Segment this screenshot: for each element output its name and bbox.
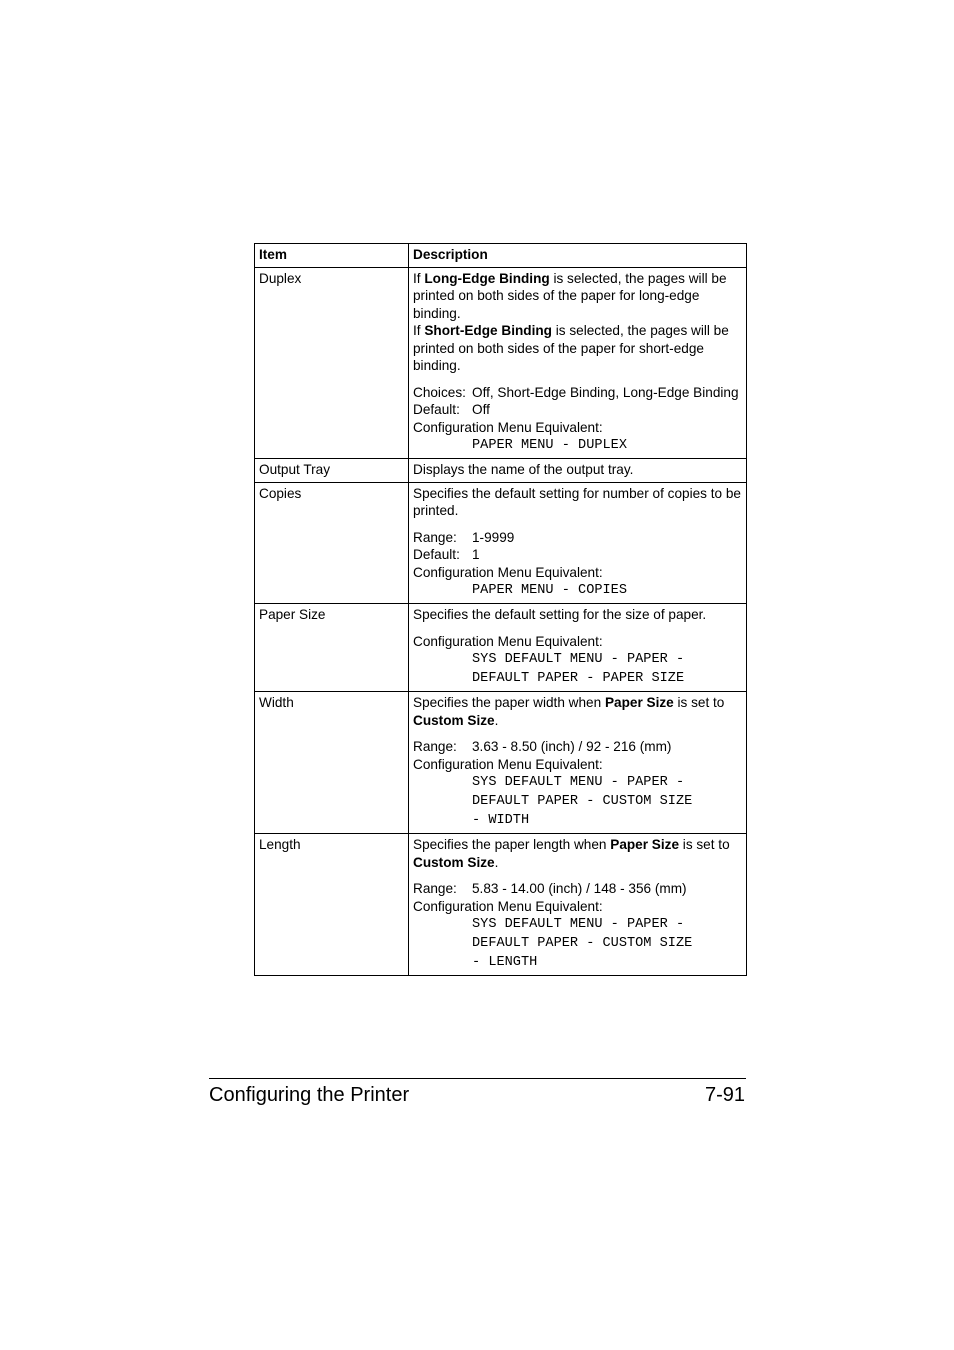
paper-size-config-label: Configuration Menu Equivalent: [413, 633, 603, 649]
duplex-long-edge-text: If Long-Edge Binding is selected, the pages will be printed on both sides of the paper for long-edge binding. [413, 270, 727, 321]
paper-size-config-line1: SYS DEFAULT MENU - PAPER - [472, 652, 685, 667]
item-copies: Copies [255, 482, 409, 604]
table-header-row [255, 244, 747, 268]
paper-size-description-text: Specifies the default setting for the size of paper. [413, 607, 707, 622]
duplex-short-edge-text: If Short-Edge Binding is selected, the pages will be printed on both sides of the paper for short-edge binding. [413, 323, 729, 373]
width-config-line2: DEFAULT PAPER - CUSTOM SIZE [472, 794, 693, 809]
settings-table [254, 243, 747, 976]
width-description-text: Specifies the paper width when Paper Size is set to Custom Size. [413, 695, 725, 728]
length-description-text: Specifies the paper length when Paper Size is set to Custom Size. [413, 837, 730, 870]
description-copies [409, 482, 747, 604]
copies-range: Range: 1-9999 [413, 529, 515, 545]
duplex-config-label: Configuration Menu Equivalent: [413, 419, 603, 435]
item-output-tray: Output Tray [255, 459, 409, 483]
copies-description-text: Specifies the default setting for number of copies to be printed. [413, 485, 741, 518]
footer-divider [209, 1078, 746, 1079]
width-config-label: Configuration Menu Equivalent: [413, 756, 603, 772]
table-row-width [255, 692, 747, 834]
table-row-output-tray [255, 459, 747, 483]
width-range: Range: 3.63 - 8.50 (inch) / 92 - 216 (mm) [413, 739, 672, 754]
description-duplex [409, 267, 747, 459]
description-output-tray: Displays the name of the output tray. [409, 459, 747, 483]
copies-default: Default: 1 [413, 547, 480, 562]
paper-size-config-line2: DEFAULT PAPER - PAPER SIZE [472, 671, 685, 686]
item-paper-size: Paper Size [255, 604, 409, 692]
item-width: Width [255, 692, 409, 834]
footer-section-title: Configuring the Printer [209, 1084, 410, 1106]
length-config-line1: SYS DEFAULT MENU - PAPER - [472, 917, 685, 932]
item-length: Length [255, 834, 409, 976]
header-description: Description [409, 244, 747, 268]
length-config-label: Configuration Menu Equivalent: [413, 898, 603, 914]
copies-config-label: Configuration Menu Equivalent: [413, 564, 603, 580]
footer-page-number: 7-91 [704, 1084, 745, 1106]
table-row-length [255, 834, 747, 976]
item-duplex: Duplex [255, 267, 409, 459]
table-row-duplex [255, 267, 747, 459]
description-paper-size [409, 604, 747, 692]
table-row-paper-size [255, 604, 747, 692]
description-length [409, 834, 747, 976]
copies-config-value: PAPER MENU - COPIES [472, 583, 627, 598]
length-config-line3: - LENGTH [472, 955, 538, 970]
length-config-line2: DEFAULT PAPER - CUSTOM SIZE [472, 936, 693, 951]
duplex-choices: Choices: Off, Short-Edge Binding, Long-Edge Binding [413, 384, 739, 400]
length-range: Range: 5.83 - 14.00 (inch) / 148 - 356 (mm) [413, 881, 687, 896]
width-config-line3: - WIDTH [472, 813, 530, 828]
duplex-config-value: PAPER MENU - DUPLEX [472, 438, 627, 453]
header-item: Item [255, 244, 409, 268]
width-config-line1: SYS DEFAULT MENU - PAPER - [472, 775, 685, 790]
table-row-copies [255, 482, 747, 604]
duplex-default: Default: Off [413, 402, 490, 417]
description-width [409, 692, 747, 834]
